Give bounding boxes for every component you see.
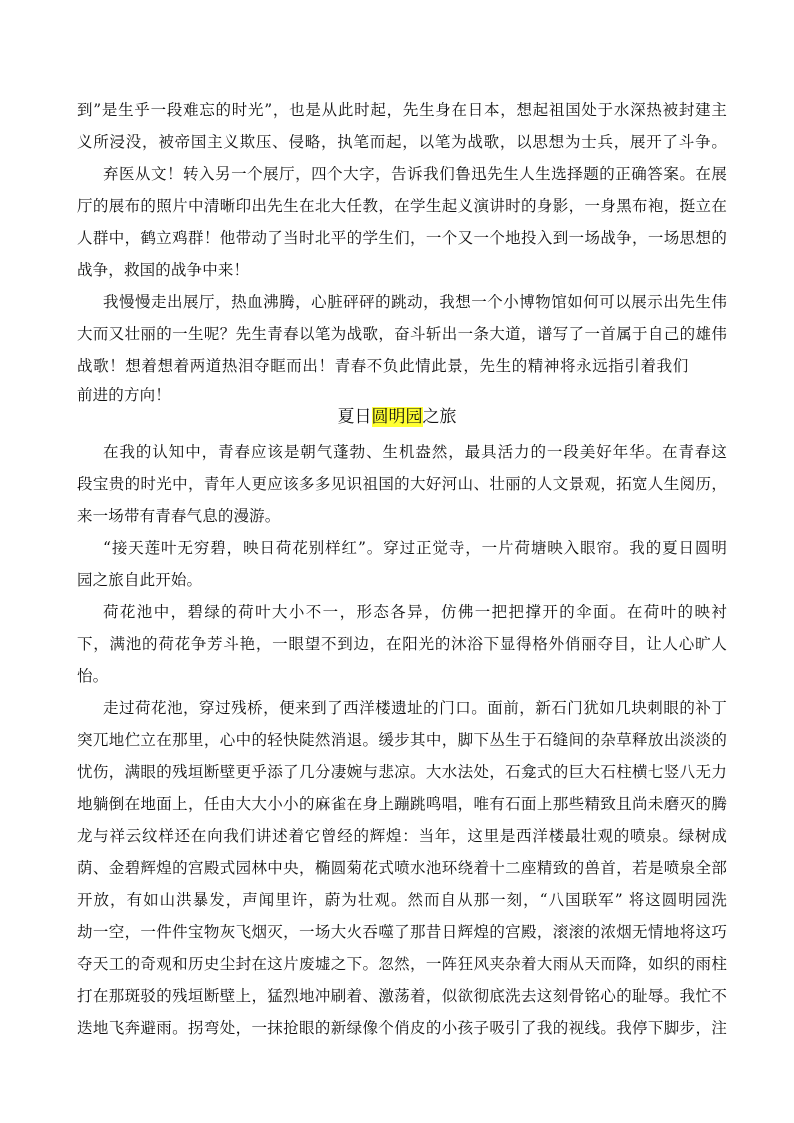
text-line: 来一场带有青春气息的漫游。 <box>77 507 281 525</box>
text-line: 在我的认知中，青春应该是朝气蓬勃、生机盎然，最具活力的一段美好年华。在青春这 <box>103 443 727 461</box>
text-line: 突兀地伫立在那里，心中的轻快陡然消退。缓步其中，脚下丛生于石缝间的杂草释放出淡淡的 <box>77 731 727 749</box>
text-line: 战争，救国的战争中来！ <box>77 261 250 279</box>
text-line: 怡。 <box>77 667 109 685</box>
text-line: 夺天工的奇观和历史尘封在这片废墟之下。忽然，一阵狂风夹杂着大雨从天而降，如织的雨柱 <box>77 955 727 973</box>
text-line: 荫、金碧辉煌的宫殿式园林中央，椭圆菊花式喷水池环绕着十二座精致的兽首，若是喷泉全部 <box>77 859 727 877</box>
text-line: 前进的方向！ <box>77 386 171 404</box>
section-title <box>0 406 794 428</box>
text-line: 我慢慢走出展厅，热血沸腾，心脏砰砰的跳动，我想一个小博物馆如何可以展示出先生伟 <box>103 293 727 311</box>
text-line: 龙与祥云纹样还在向我们讲述着它曾经的辉煌：当年，这里是西洋楼最壮观的喷泉。绿树成 <box>77 827 727 845</box>
text-line: 弃医从文！转入另一个展厅，四个大字，告诉我们鲁迅先生人生选择题的正确答案。在展 <box>103 165 727 183</box>
title-text: 夏日 <box>337 407 372 427</box>
text-line: 人群中，鹤立鸡群！他带动了当时北平的学生们，一个又一个地投入到一场战争，一场思想的 <box>77 229 727 247</box>
text-line: 义所浸没，被帝国主义欺压、侵略，执笔而起，以笔为战歌，以思想为士兵，展开了斗争。 <box>77 133 727 151</box>
text-line: 下，满池的荷花争芳斗艳，一眼望不到边，在阳光的沐浴下显得格外俏丽夺目，让人心旷人 <box>77 635 727 653</box>
text-line: “接天莲叶无穷碧，映日荷花别样红”。穿过正觉寺，一片荷塘映入眼帘。我的夏日圆明 <box>103 539 727 557</box>
text-line: 忧伤，满眼的残垣断壁更乎添了几分凄婉与悲凉。大水法处，石龛式的巨大石柱横七竖八无力 <box>77 763 727 781</box>
text-line: 地躺倒在地面上，任由大大小小的麻雀在身上蹦跳鸣唱，唯有石面上那些精致且尚未磨灭的腾 <box>77 795 727 813</box>
text-line: 大而又壮丽的一生呢？先生青春以笔为战歌，奋斗斩出一条大道，谱写了一首属于自己的雄伟 <box>77 325 727 343</box>
text-line: 走过荷花池，穿过残桥，便来到了西洋楼遗址的门口。面前，新石门犹如几块刺眼的补丁 <box>103 699 727 717</box>
text-line: 迭地飞奔避雨。拐弯处，一抹抢眼的新绿像个俏皮的小孩子吸引了我的视线。我停下脚步，注 <box>77 1019 727 1037</box>
text-line: 段宝贵的时光中，青年人更应该多多见识祖国的大好河山、壮丽的人文景观，拓宽人生阅历， <box>77 475 727 493</box>
text-line: 战歌！想着想着两道热泪夺眶而出！青春不负此情此景，先生的精神将永远指引着我们 <box>77 357 689 375</box>
title-text: 之旅 <box>422 407 457 427</box>
text-line: 荷花池中，碧绿的荷叶大小不一，形态各异，仿佛一把把撑开的伞面。在荷叶的映衬 <box>103 603 727 621</box>
text-line: 开放，有如山洪暴发，声闻里许，蔚为壮观。然而自从那一刻，“八国联军” 将这圆明园洗 <box>77 891 727 909</box>
title-highlight: 圆明园 <box>371 407 423 427</box>
text-line: 劫一空，一件件宝物灰飞烟灭，一场大火吞噬了那昔日辉煌的宫殿，滚滚的浓烟无情地将这巧 <box>77 923 727 941</box>
text-line: 打在那斑驳的残垣断壁上，猛烈地冲刷着、激荡着，似欲彻底洗去这刻骨铭心的耻辱。我忙不 <box>77 987 727 1005</box>
text-line: 厅的展布的照片中清晰印出先生在北大任教，在学生起义演讲时的身影，一身黑布袍，挺立在 <box>77 197 727 215</box>
text-line: 园之旅自此开始。 <box>77 571 203 589</box>
text-line: 到”是生乎一段难忘的时光”，也是从此时起，先生身在日本，想起祖国处于水深热被封建主 <box>77 101 727 119</box>
